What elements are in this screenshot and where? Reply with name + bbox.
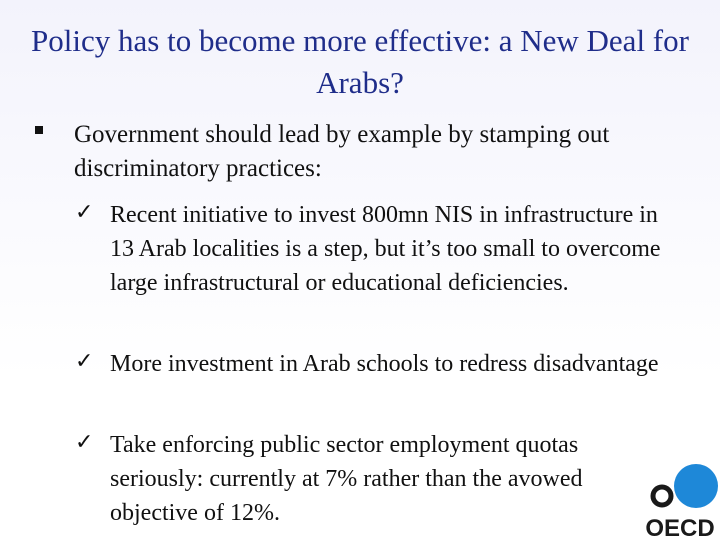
oecd-logo-circle-dark — [653, 487, 671, 505]
checkmark-icon: ✓ — [75, 200, 94, 225]
sub-bullet-1: Recent initiative to invest 800mn NIS in infrastructure in 13 Arab localities is a step, but it’s too small to overcome large infrastructural or educational deficiencies. — [110, 202, 661, 296]
oecd-logo-circle-blue — [674, 464, 718, 508]
sub-bullet-2: More investment in Arab schools to redress disadvantage — [110, 351, 659, 377]
oecd-logo — [640, 462, 720, 540]
checkmark-icon: ✓ — [75, 430, 94, 455]
sub-bullet-3: Take enforcing public sector employment quotas seriously: currently at 7% rather than the avowed objective of 12%. — [110, 432, 583, 526]
checkmark-icon: ✓ — [75, 349, 94, 374]
main-bullet-text: Government should lead by example by stamping out discriminatory practices: — [74, 121, 610, 182]
square-bullet-icon — [34, 125, 43, 134]
slide-title: Policy has to become more effective: a New Deal for Arabs? — [31, 23, 689, 100]
oecd-logo-text: OECD — [645, 515, 715, 540]
